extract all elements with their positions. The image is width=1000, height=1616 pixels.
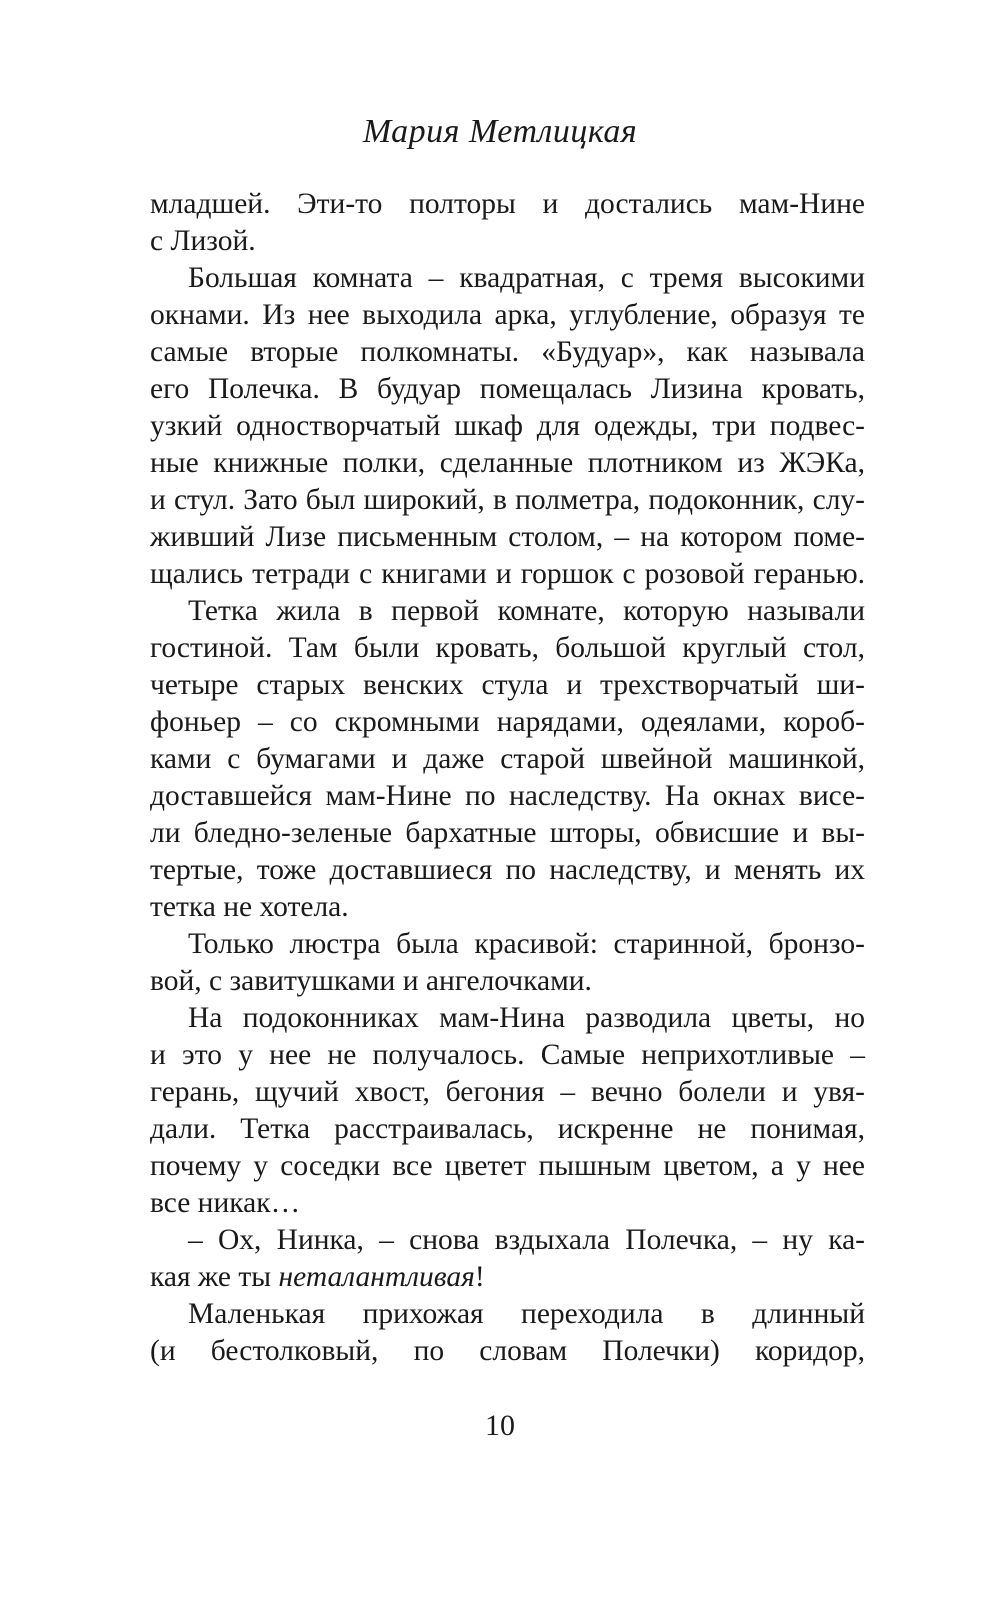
text-line: (и бестолковый, по словам Полечки) коридор, — [150, 1335, 865, 1367]
text-line: герань, щучий хвост, бегония – вечно болели и увя- — [150, 1076, 865, 1108]
text-line: – Ох, Нинка, – снова вздыхала Полечка, – ну ка- — [188, 1224, 865, 1256]
text-line-with-emphasis — [150, 1259, 865, 1296]
text-line: ли бледно-зеленые бархатные шторы, обвисшие и вы- — [150, 817, 865, 849]
body-text — [150, 186, 865, 1370]
text-line: почему у соседки все цветет пышным цветом, а у нее — [150, 1150, 865, 1182]
text-line: живший Лизе письменным столом, – на котором поме- — [150, 521, 865, 553]
text-line: ные книжные полки, сделанные плотником из ЖЭКа, — [150, 447, 865, 479]
text-line: гостиной. Там были кровать, большой круглый стол, — [150, 632, 865, 664]
text-line: Тетка жила в первой комнате, которую называли — [188, 595, 865, 627]
text-line: его Полечка. В будуар помещалась Лизина кровать, — [150, 373, 865, 405]
text-line: Только люстра была красивой: старинной, бронзо- — [188, 928, 865, 960]
text-line: фоньер – со скромными нарядами, одеялами, короб- — [150, 706, 865, 738]
text-line: тетка не хотела. — [150, 891, 349, 923]
text-fragment: кая же ты — [150, 1261, 279, 1293]
text-line: и это у нее не получалось. Самые неприхотливые – — [150, 1039, 865, 1071]
text-line: младшей. Эти-то полторы и достались мам-Нине — [150, 188, 865, 220]
text-line: доставшейся мам-Нине по наследству. На окнах висе- — [150, 780, 865, 812]
text-line: тертые, тоже доставшиеся по наследству, и менять их — [150, 854, 865, 886]
text-line: щались тетради с книгами и горшок с розовой геранью. — [150, 558, 865, 590]
text-line: окнами. Из нее выходила арка, углубление, образуя те — [150, 299, 865, 331]
text-line: узкий одностворчатый шкаф для одежды, три подвес- — [150, 410, 865, 442]
text-line: все никак… — [150, 1187, 301, 1219]
text-line: дали. Тетка расстраивалась, искренне не понимая, — [150, 1113, 865, 1145]
text-line: Большая комната – квадратная, с тремя высокими — [188, 262, 865, 294]
text-line: ками с бумагами и даже старой швейной машинкой, — [150, 743, 865, 775]
text-line: Маленькая прихожая переходила в длинный — [188, 1298, 865, 1330]
running-head: Мария Метлицкая — [362, 113, 638, 150]
text-line: четыре старых венских стула и трехстворчатый ши- — [150, 669, 865, 701]
page-number: 10 — [485, 1409, 515, 1442]
text-fragment: ! — [474, 1261, 485, 1293]
text-line: вой, с завитушками и ангелочками. — [150, 965, 592, 997]
text-line: самые вторые полкомнаты. «Будуар», как называла — [150, 336, 865, 368]
text-line: и стул. Зато был широкий, в полметра, подоконник, слу- — [150, 484, 865, 516]
text-line: На подоконниках мам-Нина разводила цветы, но — [188, 1002, 865, 1034]
text-line: с Лизой. — [150, 225, 256, 257]
emphasized-word: неталантливая — [278, 1261, 475, 1293]
